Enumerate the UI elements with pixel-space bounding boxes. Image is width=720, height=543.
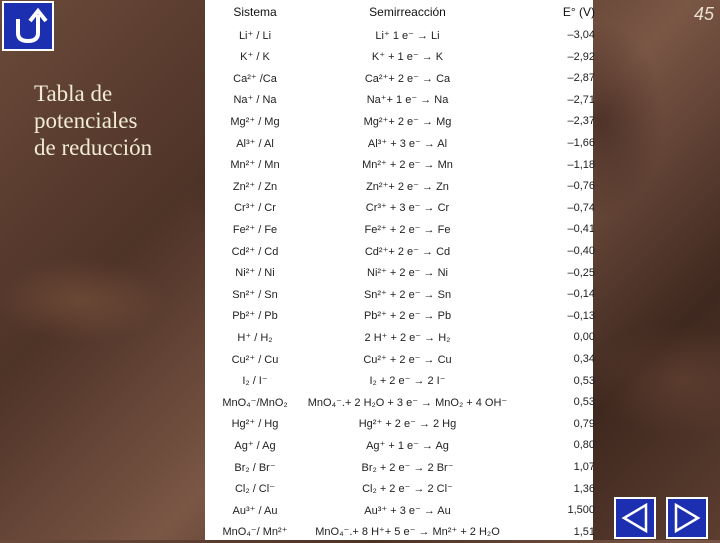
- potential-cell: –0,13: [567, 309, 595, 322]
- potential-cell: 0,80: [573, 439, 595, 452]
- table-row: [205, 370, 593, 392]
- potential-cell: –3,04: [567, 29, 595, 41]
- potential-cell: 0,53: [573, 396, 595, 409]
- half-reaction-cell: Cu²⁺ + 2 e⁻ → Cu: [363, 353, 452, 366]
- system-cell: Zn²⁺ / Zn: [232, 180, 278, 193]
- table-row: [205, 326, 593, 348]
- table-row: [205, 218, 593, 240]
- system-cell: Ni²⁺ / Ni: [235, 267, 275, 280]
- table-row: [205, 413, 593, 435]
- table-row: [205, 262, 593, 284]
- triangle-left-icon: [620, 503, 650, 533]
- table-row: [205, 478, 593, 500]
- triangle-right-icon: [672, 503, 702, 533]
- table-row: [205, 456, 593, 478]
- table-row: [205, 283, 593, 305]
- system-cell: Ca²⁺ /Ca: [233, 72, 277, 85]
- table-header-row: [205, 1, 593, 23]
- table-row: [205, 434, 593, 456]
- header-potential: E° (V): [562, 5, 595, 19]
- table-row: [205, 46, 593, 68]
- potential-cell: –2,87: [567, 72, 595, 85]
- table-row: [205, 67, 593, 89]
- system-cell: Al³⁺ / Al: [236, 137, 274, 150]
- potential-cell: –1,18: [567, 158, 595, 171]
- slide-title-line-2: potenciales: [34, 108, 138, 133]
- half-reaction-cell: MnO₄⁻.+ 8 H⁺+ 5 e⁻ → Mn²⁺ + 2 H₂O: [315, 526, 500, 539]
- system-cell: Na⁺ / Na: [233, 94, 277, 107]
- half-reaction-cell: Ag⁺ + 1 e⁻ → Ag: [366, 439, 449, 452]
- system-cell: I₂ / I⁻: [242, 375, 268, 388]
- potential-cell: –2,92: [567, 50, 595, 63]
- table-row: [205, 89, 593, 111]
- slide-title-line-1: Tabla de: [34, 81, 113, 106]
- half-reaction-cell: Fe²⁺ + 2 e⁻ → Fe: [364, 223, 451, 236]
- system-cell: Mn²⁺ / Mn: [230, 159, 280, 172]
- table-row: [205, 197, 593, 219]
- potential-cell: 0,53: [573, 374, 595, 387]
- potential-cell: –2,37: [567, 115, 595, 128]
- system-cell: Mg²⁺ / Mg: [230, 115, 280, 128]
- system-cell: Li⁺ / Li: [238, 29, 272, 42]
- half-reaction-cell: Cl₂ + 2 e⁻ → 2 Cl⁻: [362, 483, 453, 496]
- system-cell: Cd²⁺ / Cd: [231, 245, 279, 258]
- potential-cell: 0,79: [573, 417, 595, 430]
- half-reaction-cell: I₂ + 2 e⁻ → 2 I⁻: [369, 375, 446, 388]
- system-cell: H⁺ / H₂: [237, 331, 273, 344]
- half-reaction-cell: Ca²⁺+ 2 e⁻ → Ca: [364, 72, 451, 85]
- slide-title: [34, 80, 204, 161]
- potential-cell: 0,00: [573, 331, 595, 344]
- table-row: [205, 391, 593, 413]
- system-cell: Ag⁺ / Ag: [234, 439, 276, 452]
- system-cell: Pb²⁺ / Pb: [232, 310, 278, 323]
- half-reaction-cell: Mg²⁺+ 2 e⁻ → Mg: [363, 115, 452, 128]
- potential-cell: 1,500: [567, 504, 595, 517]
- reduction-potentials-table: [205, 0, 593, 540]
- home-icon: [8, 7, 48, 45]
- table-row: [205, 175, 593, 197]
- half-reaction-cell: Cd²⁺+ 2 e⁻ → Cd: [364, 245, 451, 258]
- system-cell: Cr³⁺ / Cr: [234, 202, 276, 215]
- header-system: Sistema: [233, 5, 277, 19]
- header-half-reaction: Semirreacción: [369, 5, 446, 19]
- half-reaction-cell: Br₂ + 2 e⁻ → 2 Br⁻: [361, 461, 454, 474]
- potential-cell: –0,40: [567, 245, 595, 257]
- half-reaction-cell: Pb²⁺ + 2 e⁻ → Pb: [363, 310, 452, 323]
- potential-cell: –0,14: [567, 288, 595, 301]
- potential-cell: –2,71: [567, 93, 595, 106]
- system-cell: K⁺ / K: [240, 51, 270, 64]
- potential-cell: 1,07: [573, 461, 595, 473]
- potential-cell: –0,76: [567, 180, 595, 193]
- system-cell: Cu²⁺ / Cu: [231, 353, 279, 366]
- half-reaction-cell: Na⁺+ 1 e⁻ → Na: [366, 94, 449, 107]
- half-reaction-cell: Li⁺ 1 e⁻ → Li: [375, 29, 440, 42]
- system-cell: MnO₄⁻/ Mn²⁺: [222, 526, 288, 539]
- half-reaction-cell: MnO₄⁻.+ 2 H₂O + 3 e⁻ → MnO₂ + 4 OH⁻: [307, 396, 508, 409]
- half-reaction-cell: 2 H⁺ + 2 e⁻ → H₂: [364, 331, 451, 344]
- half-reaction-cell: Zn²⁺+ 2 e⁻ → Zn: [366, 180, 449, 193]
- prev-slide-button[interactable]: [614, 497, 656, 539]
- table-row: [205, 154, 593, 176]
- potential-cell: –0,74: [567, 201, 595, 214]
- table-row: [205, 132, 593, 154]
- system-cell: Sn²⁺ / Sn: [232, 288, 278, 301]
- system-cell: Hg²⁺ / Hg: [231, 418, 279, 431]
- potential-cell: –0,25: [567, 266, 595, 279]
- half-reaction-cell: Al³⁺ + 3 e⁻ → Al: [367, 137, 448, 150]
- system-cell: Cl₂ / Cl⁻: [234, 483, 276, 496]
- potential-cell: 1,36: [573, 482, 595, 495]
- table-row: [205, 499, 593, 521]
- system-cell: MnO₄⁻/MnO₂: [222, 396, 288, 409]
- half-reaction-cell: Hg²⁺ + 2 e⁻ → 2 Hg: [358, 418, 457, 431]
- table-row: [205, 110, 593, 132]
- potential-cell: 1,51: [573, 525, 595, 538]
- table-row: [205, 240, 593, 262]
- system-cell: Fe²⁺ / Fe: [232, 223, 278, 236]
- half-reaction-cell: Ni²⁺ + 2 e⁻ → Ni: [367, 267, 448, 280]
- half-reaction-cell: Au³⁺ + 3 e⁻ → Au: [364, 504, 451, 517]
- page-number: 45: [693, 4, 714, 24]
- potential-cell: –1,66: [567, 137, 595, 149]
- half-reaction-cell: Sn²⁺ + 2 e⁻ → Sn: [363, 288, 452, 301]
- slide-title-line-3: de reducción: [34, 135, 153, 160]
- table-row: [205, 305, 593, 327]
- system-cell: Br₂ / Br⁻: [234, 461, 276, 474]
- half-reaction-cell: Mn²⁺ + 2 e⁻ → Mn: [362, 159, 453, 172]
- table-row: [205, 24, 593, 46]
- system-cell: Au³⁺ / Au: [232, 504, 278, 517]
- potential-cell: –0,41: [567, 223, 595, 236]
- potential-cell: 0,34: [573, 353, 595, 365]
- next-slide-button[interactable]: [666, 497, 708, 539]
- half-reaction-cell: K⁺ + 1 e⁻ → K: [371, 51, 444, 64]
- half-reaction-cell: Cr³⁺ + 3 e⁻ → Cr: [365, 202, 450, 215]
- table-row: [205, 348, 593, 370]
- home-button[interactable]: [2, 1, 54, 51]
- table-row: [205, 521, 593, 543]
